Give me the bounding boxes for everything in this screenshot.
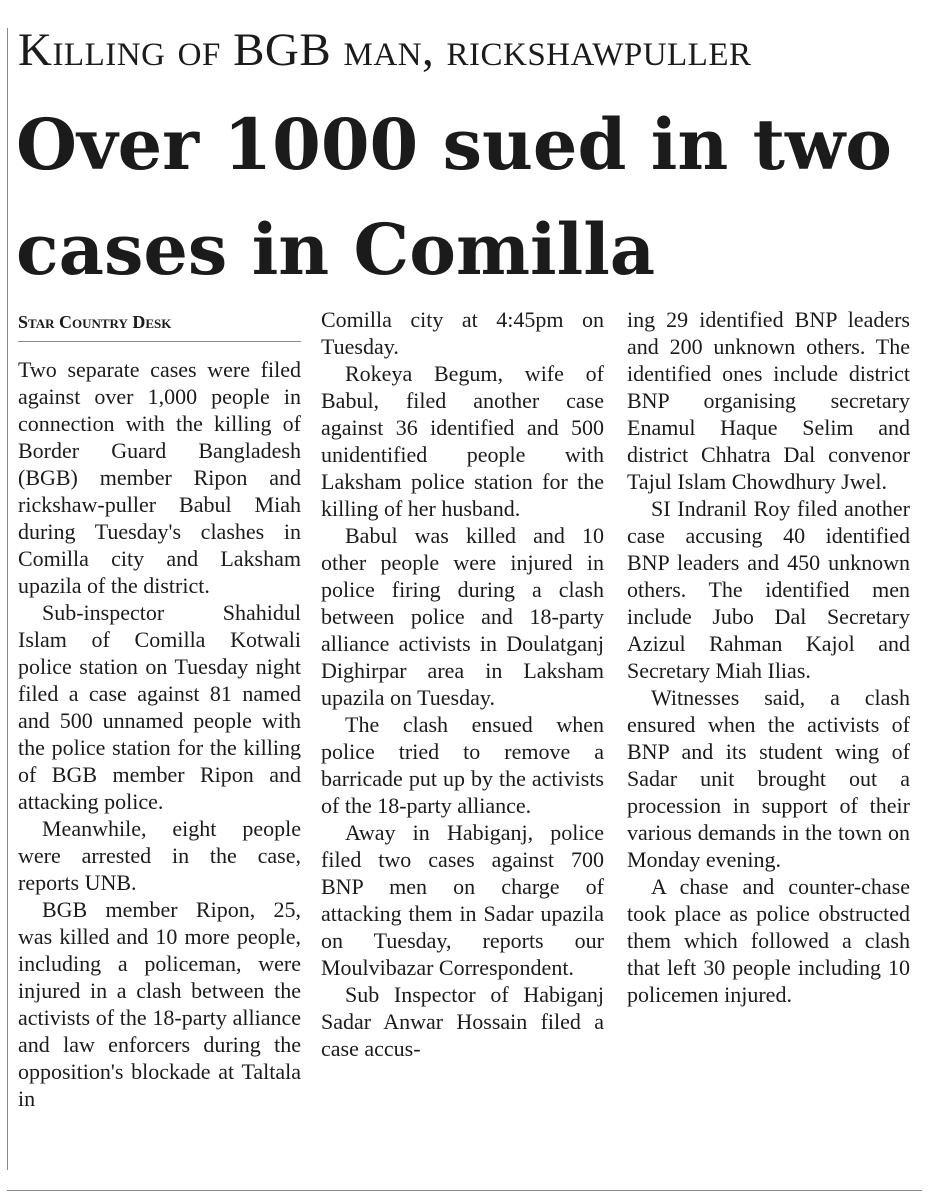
byline: Star Country Desk <box>18 306 301 342</box>
column3-paragraph-1: ing 29 identified BNP leaders and 200 unknown others. The identified ones include district BNP organising secretary Enamul Haque Selim and district Chhatra Dal convenor Tajul Islam Chowdhury Jwel. <box>627 307 910 494</box>
column3-paragraph-2: SI Indranil Roy filed another case accusing 40 identified BNP leaders and 450 unknown others. The identified men include Jubo Dal Secretary Azizul Rahman Kajol and Secretary Miah Ilias. <box>627 496 910 683</box>
headline-line-1: Over 1000 sued in two <box>16 103 892 186</box>
column1-paragraph-1: Two separate cases were filed against over 1,000 people in connection with the killing of Border Guard Bangladesh (BGB) member Ripon and rickshaw-puller Babul Miah during Tuesday's clashes in Comilla city and Laksham upazila of the district. <box>18 357 301 598</box>
column3-paragraph-4: A chase and counter-chase took place as police obstructed them which followed a clash that left 30 people including 10 policemen injured. <box>627 874 910 1007</box>
column1-paragraph-3: Meanwhile, eight people were arrested in the case, reports UNB. <box>18 816 301 895</box>
article-column-1 <box>18 306 301 1186</box>
article-column-2 <box>321 306 604 1186</box>
column2-paragraph-3: Babul was killed and 10 other people were injured in police firing during a clash between police and 18-party alliance activists in Doulatganj Dighirpar area in Laksham upazila on Tuesday. <box>321 523 604 710</box>
column2-paragraph-5: Away in Habiganj, police filed two cases against 700 BNP men on charge of attacking them in Sadar upazila on Tuesday, reports our Moulvibazar Correspondent. <box>321 820 604 980</box>
kicker-heading: Killing of BGB man, rickshawpuller <box>18 24 752 76</box>
article-column-3 <box>627 306 910 1186</box>
column2-paragraph-6: Sub Inspector of Habiganj Sadar Anwar Hossain filed a case accus- <box>321 982 604 1061</box>
column1-paragraph-2: Sub-inspector Shahidul Islam of Comilla Kotwali police station on Tuesday night filed a case against 81 named and 500 unnamed people with the police station for the killing of BGB member Ripon and attacking police. <box>18 600 301 814</box>
column2-paragraph-1: Comilla city at 4:45pm on Tuesday. <box>321 307 604 359</box>
column2-paragraph-2: Rokeya Begum, wife of Babul, filed another case against 36 identified and 500 unidentified people with Laksham police station for the killing of her husband. <box>321 361 604 521</box>
left-column-rule <box>7 28 8 1170</box>
headline-line-2: cases in Comilla <box>16 208 656 291</box>
headline <box>16 92 892 302</box>
column3-paragraph-3: Witnesses said, a clash ensured when the activists of BNP and its student wing of Sadar unit brought out a procession in support of their various demands in the town on Monday evening. <box>627 685 910 872</box>
column2-paragraph-4: The clash ensued when police tried to remove a barricade put up by the activists of the 18-party alliance. <box>321 712 604 818</box>
column1-paragraph-4: BGB member Ripon, 25, was killed and 10 more people, including a policeman, were injured in a clash between the activists of the 18-party alliance and law enforcers during the opposition's blockade at Taltala in <box>18 897 301 1111</box>
bottom-rule <box>7 1190 922 1191</box>
